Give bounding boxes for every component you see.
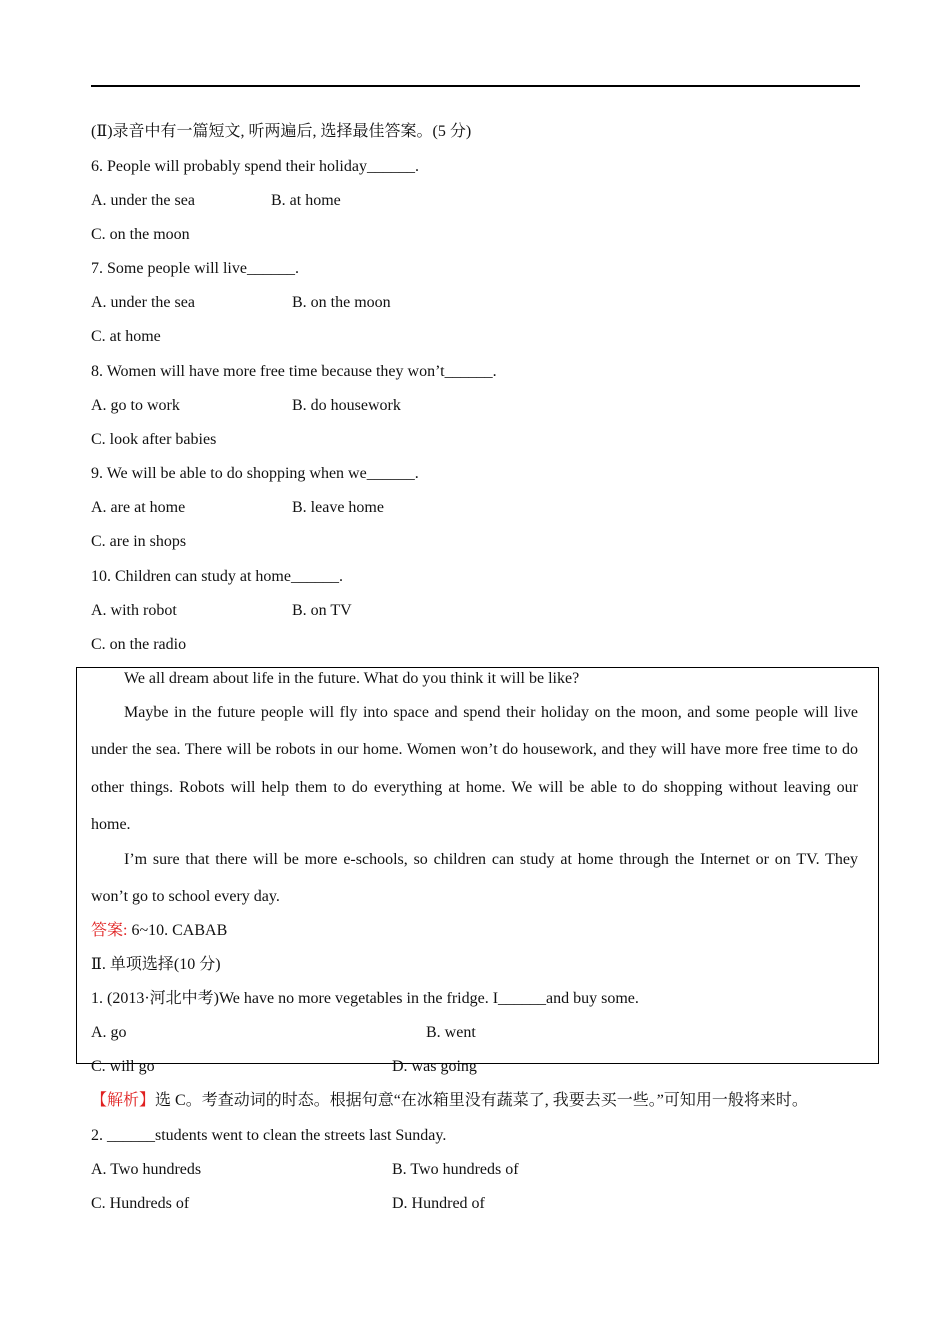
question-9-option-b: B. leave home — [292, 499, 384, 516]
question-10-option-a: A. with robot — [91, 602, 177, 619]
sc-question-2-option-c: C. Hundreds of — [91, 1195, 190, 1212]
sc-question-1-option-b: B. went — [426, 1024, 476, 1041]
transcript-paragraph-1: We all dream about life in the future. What do you think it will be like? — [124, 670, 580, 687]
question-6-stem: 6. People will probably spend their holiday______. — [91, 158, 419, 175]
transcript-paragraph-3: I’m sure that there will be more e-schools, so children can study at home through the Internet or on TV. They won’t go to school every day. — [91, 851, 858, 906]
question-10-option-c: C. on the radio — [91, 636, 187, 653]
header-rule — [91, 85, 860, 87]
sc-question-2-stem: 2. ______students went to clean the streets last Sunday. — [91, 1127, 447, 1144]
question-6-option-a: A. under the sea — [91, 192, 195, 209]
sc-question-2-option-b: B. Two hundreds of — [392, 1161, 519, 1178]
sc-question-2-option-a: A. Two hundreds — [91, 1161, 202, 1178]
question-9-stem: 9. We will be able to do shopping when we______. — [91, 465, 419, 482]
question-7-option-c: C. at home — [91, 328, 161, 345]
sc-question-1-option-d: D. was going — [392, 1058, 477, 1075]
question-8-option-c: C. look after babies — [91, 431, 217, 448]
sc-question-1-stem: 1. (2013·河北中考)We have no more vegetables in the fridge. I______and buy some. — [91, 990, 639, 1007]
question-8-stem: 8. Women will have more free time because they won’t______. — [91, 363, 497, 380]
question-10-stem: 10. Children can study at home______. — [91, 568, 343, 585]
analysis-text: 选 C。考查动词的时态。根据句意“在冰箱里没有蔬菜了, 我要去买一些。”可知用一般将来时。 — [155, 1092, 808, 1109]
answer-line — [91, 920, 227, 942]
answer-label: 答案: — [91, 922, 128, 939]
single-choice-heading: Ⅱ. 单项选择(10 分) — [91, 956, 221, 973]
sc-question-1-option-c: C. will go — [91, 1058, 155, 1075]
question-8-option-a: A. go to work — [91, 397, 180, 414]
sc-question-1-option-a: A. go — [91, 1024, 127, 1041]
question-7-stem: 7. Some people will live______. — [91, 260, 299, 277]
sc-question-2-option-d: D. Hundred of — [392, 1195, 485, 1212]
question-8-option-b: B. do housework — [292, 397, 401, 414]
answer-text: 6~10. CABAB — [127, 922, 228, 939]
question-10-option-b: B. on TV — [292, 602, 352, 619]
question-7-option-a: A. under the sea — [91, 294, 195, 311]
transcript-paragraph-2: Maybe in the future people will fly into space and spend their holiday on the moon, and some people will live under the sea. There will be robots in our home. Women won’t do housework, and they will have more free time to do other things. Robots will help them to do everything at home. We will be able to do shopping without leaving our home. — [91, 704, 858, 833]
analysis-label: 【解析】 — [91, 1092, 156, 1109]
question-6-option-c: C. on the moon — [91, 226, 190, 243]
question-9-option-a: A. are at home — [91, 499, 186, 516]
question-6-option-b: B. at home — [271, 192, 341, 209]
sc-question-1-analysis — [91, 1090, 808, 1112]
question-9-option-c: C. are in shops — [91, 533, 187, 550]
section-heading: (Ⅱ)录音中有一篇短文, 听两遍后, 选择最佳答案。(5 分) — [91, 123, 472, 140]
question-7-option-b: B. on the moon — [292, 294, 391, 311]
